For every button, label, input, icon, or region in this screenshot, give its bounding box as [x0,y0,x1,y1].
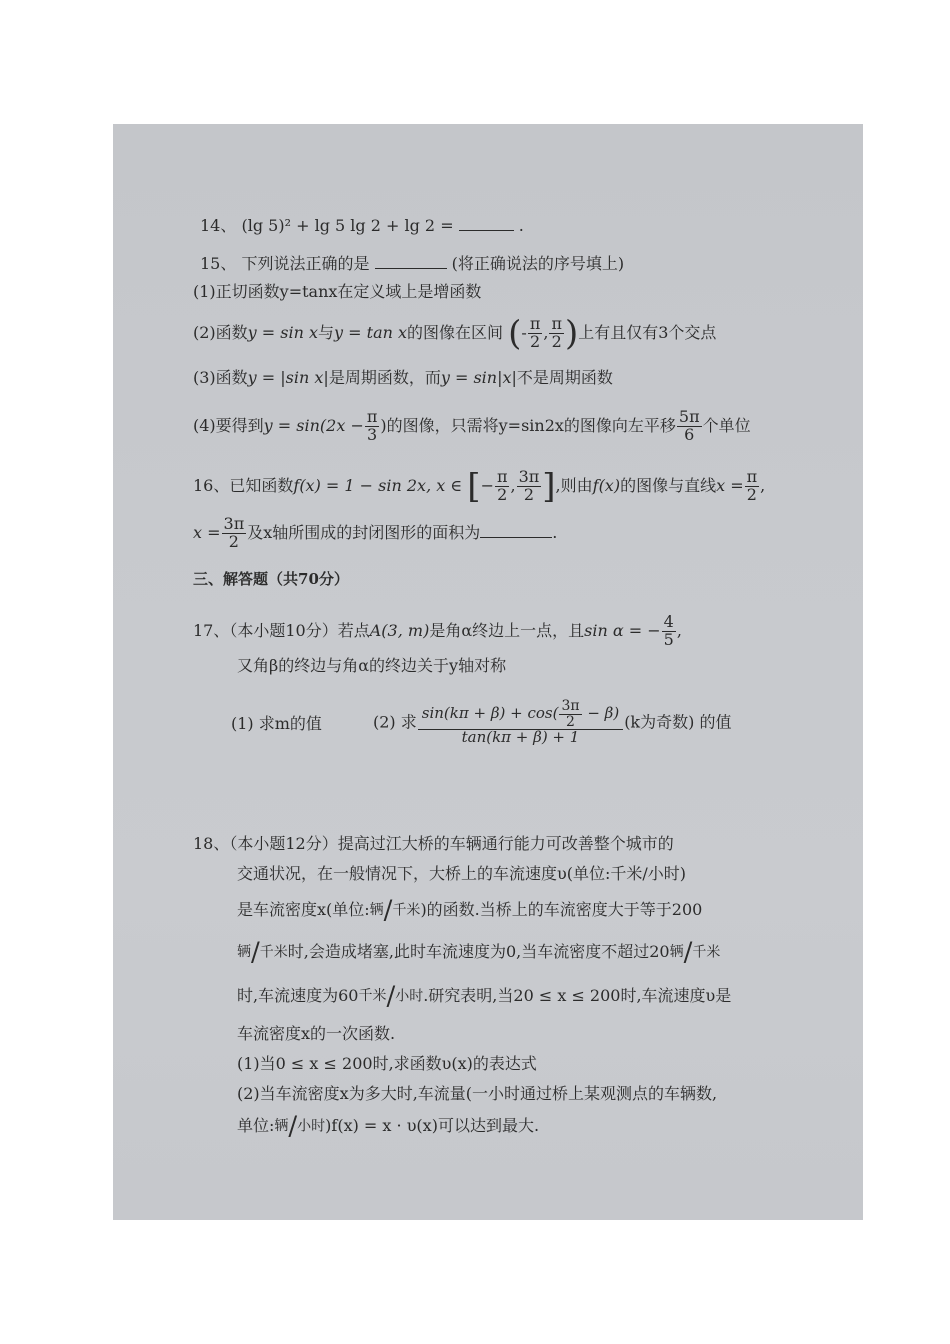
q18-line-6: 车流密度x的一次函数. [237,1024,396,1043]
q18-l3-text: 是车流密度x(单位: [237,900,370,919]
q16-area-text: 及x轴所围成的封闭图形的面积为 [247,522,481,542]
q15-s3-text: (3)函数 [193,368,248,387]
q16-answer-blank [480,523,552,538]
q17-p2-tail: (k为奇数) 的值 [624,712,732,732]
q18-l4-slash: / [251,937,260,968]
q15-s2-minus: - [521,322,527,342]
q18-l4-unit-veh: 辆 [237,944,251,960]
q15-s4-frac-pi3: $\frac{\pi}{3}$ [366,407,378,444]
q15-s4-text: (4)要得到 [193,415,264,435]
q15-statement-3 [193,368,613,388]
section-3-heading: 三、解答题（共70分） [193,570,349,588]
q18-line-1: （本小题12分）提高过江大桥的车辆通行能力可改善整个城市的 [229,834,674,853]
q18-unit-km: 千米 [392,902,421,919]
q15-s2-frac-b: $\frac{\pi}{2}$ [551,314,562,351]
q17-number: 17、 [193,620,230,640]
q18-line-3 [237,895,703,926]
q18-l4-unit-veh-2: 辆 [669,944,684,960]
q15-number: 15、 [200,254,237,273]
q16-text-a: 已知函数 [229,475,294,495]
q16-frac-3pi2: $\frac{3\pi}{2}$ [518,467,540,504]
q16-frac-3pi2-line: $\frac{3\pi}{2}$ [223,514,245,551]
q16-end-comma: , [760,475,766,495]
q15-s2-text: (2)函数 [193,322,248,342]
q18-line-7: (1)当0 ≤ x ≤ 200时,求函数υ(x)的表达式 [237,1054,537,1073]
q15-statement-4 [193,409,751,444]
photographed-exam-sheet [113,124,863,1220]
q16-minus: − [480,475,494,495]
q16-comma: , [510,475,516,495]
q18-l9-text: 单位: [237,1116,275,1135]
question-17 [193,614,682,649]
q18-line-8: (2)当车流密度x为多大时,车流量(一小时通过桥上某观测点的车辆数, [237,1084,718,1103]
q15-hint: (将正确说法的序号填上) [451,254,625,273]
q14-answer-blank [459,216,514,231]
q15-statement-2 [193,313,717,354]
q17-text-c: 是角α终边上一点，且 [429,620,585,640]
q18-unit-veh: 辆 [369,902,384,918]
q16-number: 16、 [193,475,230,495]
q15-s2-interval-text: 的图像在区间 [407,322,504,342]
q17-text-a: （本小题10分）若点 [229,620,370,640]
q15-s4-frac-5pi6: $\frac{5\pi}{6}$ [678,407,700,444]
q18-l4-slash-2: / [683,937,693,968]
q15-s4-rparen: ) [380,415,387,435]
q15-s4-func: y = sin(2x − [263,415,364,435]
question-18 [193,834,674,854]
q16-fx: f(x) [592,475,621,495]
q16-lbracket: [ [467,466,481,507]
q15-answer-blank [375,254,447,269]
q15-s3-mid: 是周期函数，而 [328,368,441,387]
q18-l4-text: 时,会造成堵塞,此时车流速度为0,当车流密度不超过20 [287,942,670,961]
q16-text-e: 的图像与直线 [620,475,717,495]
q15-s2-frac-a: $\frac{\pi}{2}$ [529,314,541,351]
q15-s2-and: 与 [318,322,335,342]
q15-stem: 下列说法正确的是 [241,254,370,273]
q15-s3-tail: 不是周期函数 [516,368,613,387]
q17-part-1: (1) 求m的值 [231,714,322,733]
q16-function: f(x) = 1 − sin 2x, x ∈ [293,475,463,495]
q16-frac-line: $\frac{\pi}{2}$ [746,467,758,504]
q18-l4-unit-km-2: 千米 [692,944,721,961]
q16-x-eq-2: x = [193,522,221,542]
q18-l9-unit-h: 小时 [297,1118,326,1135]
q17-line-2: 又角β的终边与角α的终边关于y轴对称 [237,656,507,675]
q18-l5-text: 时,车流速度为60 [237,986,359,1005]
q14-period: . [518,216,524,235]
q17-point: A(3, m) [369,620,430,640]
q17-frac-45: $\frac{4}{5}$ [663,612,674,649]
q18-l5-slash: / [386,981,396,1012]
q16-line-2 [193,516,557,551]
q17-big-fraction: sin(kπ + β) + cos( $\frac{3\pi}{2}$ − β) tan(kπ + β) + 1 [418,699,623,746]
q15-s2-tail: 上有且仅有3个交点 [578,322,717,342]
q18-l5-unit-h: 小时 [395,988,424,1005]
q18-l9-unit-veh: 辆 [274,1118,289,1134]
q15-s3-sin-abs: y = sin|x| [440,368,517,387]
q15-s2-tan: y = tan x [334,322,408,342]
q15-s2-comma: , [543,322,549,342]
q16-rbracket: ] [542,466,556,507]
question-16 [193,466,766,507]
q18-line-2: 交通状况，在一般情况下，大桥上的车流速度υ(单位:千米/小时) [237,864,686,883]
question-15 [200,254,624,274]
q18-l9-tail: )f(x) = x · υ(x)可以达到最大. [325,1116,540,1135]
q15-statement-1: (1)正切函数y=tanx在定义域上是增函数 [193,282,482,301]
q18-l5-tail: .研究表明,当20 ≤ x ≤ 200时,车流速度υ是 [423,986,732,1005]
q15-s2-lparen: ( [508,313,522,354]
q16-text-c: ,则由 [555,475,593,495]
q18-line-4 [237,937,721,968]
q17-p2-text: (2) 求 [373,712,417,732]
q17-sin: sin α = − [584,620,661,640]
q16-frac-pi2: $\frac{\pi}{2}$ [496,467,508,504]
q15-s4-mid: 的图像，只需将y=sin2x的图像向左平移 [386,415,676,435]
q18-l9-slash: / [288,1111,298,1142]
q18-l4-unit-km: 千米 [259,944,288,961]
q15-s3-abs-sin: y = |sin x| [247,368,329,387]
q14-expression: (lg 5)² + lg 5 lg 2 + lg 2 = [241,216,454,235]
q17-comma: , [676,620,682,640]
q16-x-eq: x = [716,475,744,495]
q18-unit-slash: / [383,895,393,926]
q15-s2-rparen: ) [564,313,579,354]
q18-l3-tail: )的函数.当桥上的车流密度大于等于200 [420,900,703,919]
question-14 [200,216,524,236]
q15-s2-sin: y = sin x [247,322,319,342]
q14-number: 14、 [200,216,237,235]
q18-line-9 [237,1111,540,1142]
q16-period: . [552,522,558,542]
q18-line-5 [237,981,732,1012]
q18-l5-unit-km: 千米 [358,988,387,1004]
q17-part-2 [373,699,731,746]
q15-s4-tail: 个单位 [702,415,751,435]
q18-number: 18、 [193,834,230,853]
